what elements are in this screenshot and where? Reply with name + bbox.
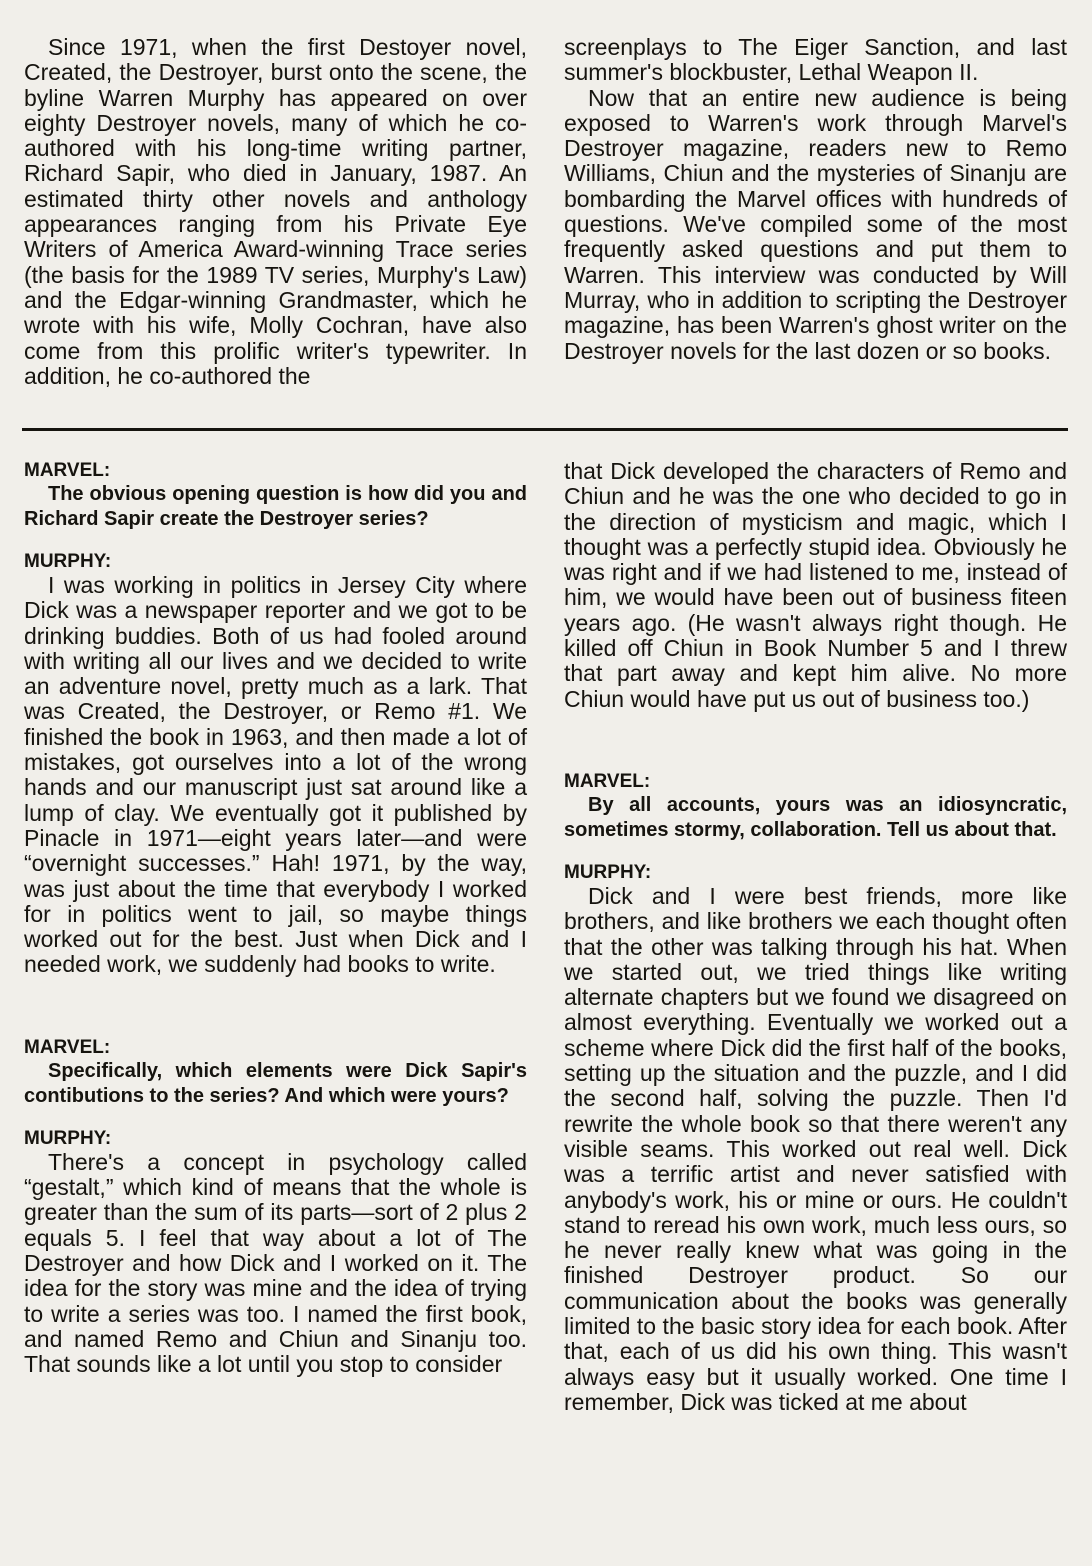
- answer-2-text-part-1: There's a concept in psychology called “gestalt,” which kind of means that the whole is greater than the sum of its parts—sort of 2 plus 2 equals 5. I feel that way about a lot of The Destroyer and how Dick and I worked on it. The idea for the story was mine and the idea of trying to write a series was too. I named the first book, and named Remo and Chiun and Sinanju too. That sounds like a lot until you stop to consider: [24, 1148, 527, 1378]
- intro-paragraph-interview-note: Now that an entire new audience is being exposed to Warren's work through Marvel's Destroyer magazine, readers new to Remo Williams, Chiun and the mysteries of Sinanju are bombarding the Marvel offices with hundreds of questions. We've compiled some of the most frequently asked questions and put them to Warren. This interview was conducted by Will Murray, who in addition to scripting the Destroyer magazine, has been Warren's ghost writer on the Destroyer novels for the last dozen or so books.: [564, 84, 1067, 364]
- question-2-speaker: MARVEL:: [24, 1036, 111, 1058]
- intro-paragraph: Since 1971, when the first Destoyer novel, Created, the Destroyer, burst onto the scene, the byline Warren Murphy has appeared on over eighty Destroyer novels, many of which he co-authored with his long-time writing partner, Richard Sapir, who died in January, 1987. An estimated thirty other novels and anthology appearances ranging from his Private Eye Writers of America Award-winning Trace series (the basis for the 1989 TV series, Murphy's Law) and the Edgar-winning Grandmaster, which he wrote with his wife, Molly Cochran, have also come from this prolific writer's typewriter. In addition, he co-authored the: [24, 34, 527, 389]
- answer-1-speaker: MURPHY:: [24, 551, 112, 572]
- intro-paragraph-continued: screenplays to The Eiger Sanction, and last summer's blockbuster, Lethal Weapon II.: [564, 34, 1067, 86]
- question-2-text: Specifically, which elements were Dick Sapir's contibutions to the series? And which were yours?: [24, 1059, 527, 1107]
- interview-right-column: [564, 459, 1067, 1415]
- question-3-text: By all accounts, yours was an idiosyncratic, sometimes stormy, collaboration. Tell us about that.: [564, 793, 1067, 841]
- question-1-speaker: MARVEL:: [24, 460, 111, 481]
- intro-right-column: [564, 35, 1067, 364]
- answer-1-text: I was working in politics in Jersey City where Dick was a newspaper reporter and we got to be drinking buddies. Both of us had fooled around with writing all our lives and we decided to write an adventure novel, pretty much as a lark. That was Created, the Destroyer, or Remo #1. We finished the book in 1963, and then made a lot of mistakes, got ourselves into a lot of the wrong hands and our manuscript just sat around like a lump of clay. We eventually got it published by Pinacle in 1971—eight years later—and were “overnight successes.” Hah! 1971, by the way, was just about the time that everybody I worked for in politics went to jail, so maybe things worked out for the best. Just when Dick and I needed work, we suddenly had books to write.: [24, 572, 527, 978]
- question-3-speaker: MARVEL:: [564, 770, 651, 792]
- section-divider: [22, 428, 1068, 431]
- interview-left-column: [24, 459, 527, 1377]
- answer-3-text: Dick and I were best friends, more like brothers, and like brothers we each thought often that the other was talking through his hat. When we started out, we tried things like writing alternate chapters but we found we disagreed on almost everything. Eventually we worked out a scheme where Dick did the first half of the books, setting up the situation and the puzzle, and I did the second half, solving the puzzle. Then I'd rewrite the whole book so that there weren't any visible seams. This worked out real well. Dick was a terrific artist and never satisfied with anybody's work, his or mine or ours. He couldn't stand to reread his own work, much less ours, so he never really knew what was going in the finished Destroyer product. So our communication about the books was generally limited to the basic story idea for each book. After that, each of us did his own thing. This wasn't always easy but it usually worked. One time I remember, Dick was ticked at me about: [564, 882, 1067, 1415]
- answer-3-speaker: MURPHY:: [564, 861, 652, 883]
- question-1-text: The obvious opening question is how did you and Richard Sapir create the Destroyer series?: [24, 483, 527, 530]
- answer-2-speaker: MURPHY:: [24, 1127, 112, 1149]
- answer-2-text-part-2: that Dick developed the characters of Remo and Chiun and he was the one who decided to go in the direction of mysticism and magic, which I thought was a perfectly stupid idea. Obviously he was right and if we had listened to me, instead of him, we would have been out of business fiteen years ago. (He wasn't always right though. He killed off Chiun in Book Number 5 and I threw that part away and kept him alive. No more Chiun would have put us out of business too.): [564, 458, 1067, 712]
- intro-left-column: [24, 35, 527, 389]
